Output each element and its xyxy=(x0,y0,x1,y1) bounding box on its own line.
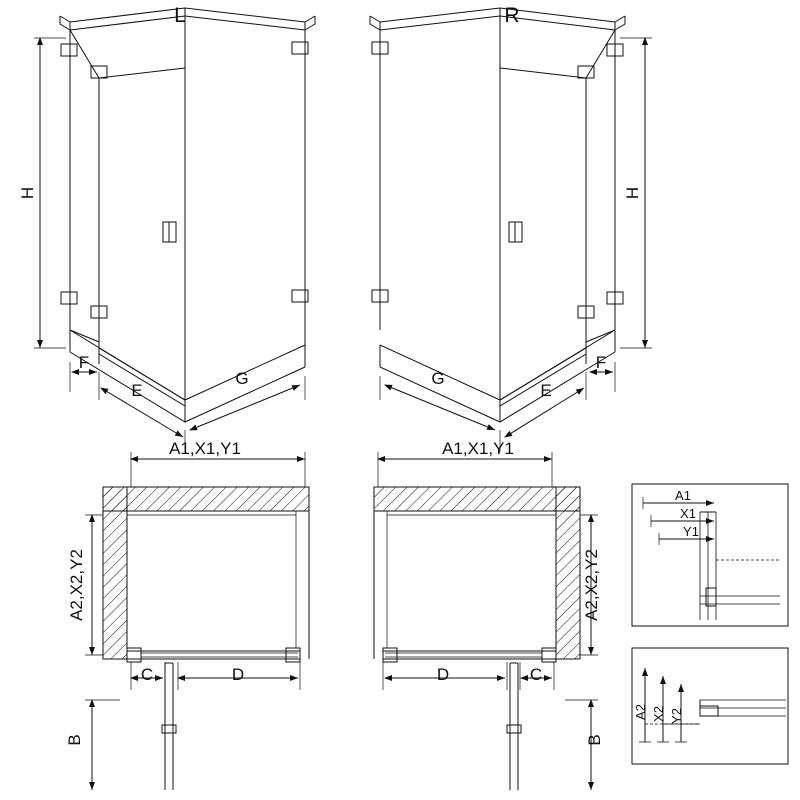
iso-left-label-e: E xyxy=(131,381,143,400)
detail-view-bottom xyxy=(632,648,788,764)
iso-left-label-f: F xyxy=(78,353,90,372)
plan-left-dim-c: C xyxy=(140,665,154,684)
detail-bottom-dim-y2: Y2 xyxy=(669,708,684,724)
plan-right-dim-c: C xyxy=(529,665,543,684)
detail-view-top xyxy=(632,484,788,626)
plan-view-right xyxy=(374,452,598,790)
plan-right-side-dim: A2,X2,Y2 xyxy=(582,549,601,621)
detail-top-dim-y1: Y1 xyxy=(683,524,699,539)
iso-view-right xyxy=(370,8,652,452)
plan-left-dim-b: B xyxy=(65,734,84,746)
plan-right-dim-d: D xyxy=(436,665,450,684)
detail-top-dim-x1: X1 xyxy=(680,506,696,521)
plan-right-dim-b: B xyxy=(585,734,604,746)
iso-right-title: R xyxy=(504,4,520,27)
detail-top-dim-a1: A1 xyxy=(675,488,691,503)
plan-left-side-dim: A2,X2,Y2 xyxy=(67,549,86,621)
plan-view-left xyxy=(85,452,309,790)
iso-left-title: L xyxy=(174,4,186,27)
iso-left-height-label: H xyxy=(18,186,37,200)
plan-left-top-dim: A1,X1,Y1 xyxy=(169,439,241,458)
iso-left-label-g: G xyxy=(235,369,249,388)
detail-bottom-dim-a2: A2 xyxy=(633,704,648,720)
iso-right-label-f: F xyxy=(595,353,607,372)
detail-bottom-dim-x2: X2 xyxy=(651,706,666,722)
plan-left-dim-d: D xyxy=(231,665,245,684)
iso-view-left xyxy=(34,8,315,452)
iso-right-label-e: E xyxy=(540,381,552,400)
iso-right-height-label: H xyxy=(623,186,642,200)
iso-right-label-g: G xyxy=(431,369,445,388)
plan-right-top-dim: A1,X1,Y1 xyxy=(442,439,514,458)
